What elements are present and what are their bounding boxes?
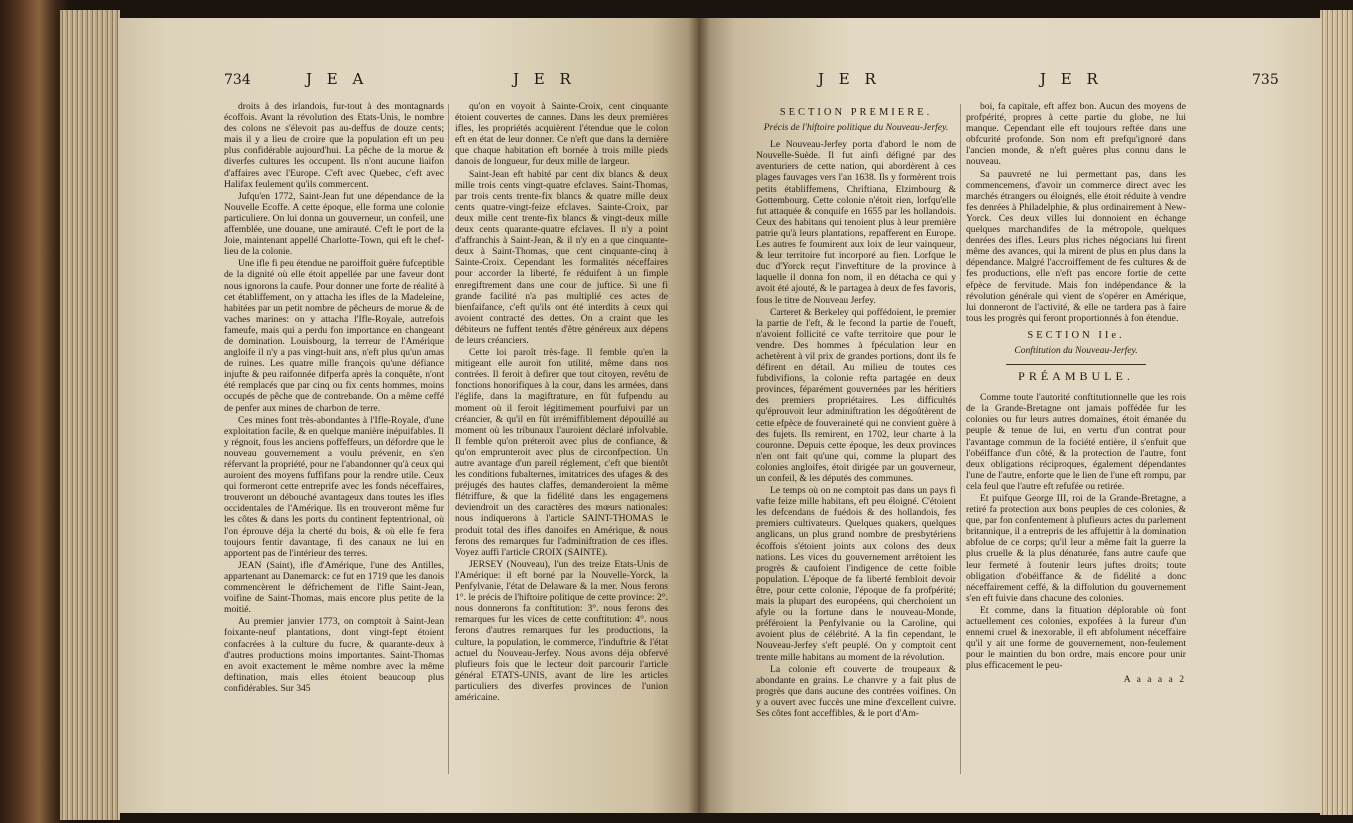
paragraph: droits à des irlandois, fur-tout à des montagnards écoffois. Avant la révolution des Etats-Unis, le nombre des colons ne s'élevoit pas au-deffus de douze cents; mais il y a lieu de croire que la population eft un peu plus confidérable aujourd'hui. La pêche de la morue & diverfes cultures les occupent. Ils n'ont aucune liaifon d'affaires avec l'Europe. C'eft avec Quebec, c'eft avec Halifax feulement qu'ils commercent. [224, 101, 444, 190]
section-subtitle: Précis de l'hiftoire politique du Nouveau-Jerfey. [763, 122, 949, 134]
paragraph: Le temps où on ne comptoit pas dans un pays fi vafte feize mille habitans, eft peu éloigné. C'étoient les defcendans de fuédois & des hollandois, fes premiers cultivateurs. Quelques quakers, quelques anglicans, un plus grand nombre de presbytériens écoffois s'étoient joints aux colons des deux nations. Les vices du gouvernement arrêtoient les progrès & caufoient l'indigence de cette foible population. L'époque de fa liberté fembloit devoir être, pour cette colonie, l'époque de fa profpérité; mais la plupart des européens, qui cherchoient un afyle ou la fortune dans le nouveau-Monde, préféroient la Penfylvanie ou la Caroline, qui avoient plus de célébrité. A la fin cependant, le Nouveau-Jerfey s'eft peuplé. On y comptoit cent trente mille habitans au moment de la révolution. [756, 485, 956, 663]
paragraph: Comme toute l'autorité conftitutionnelle que les rois de la Grande-Bretagne ont jamais poffédée fur les colonies ou fur leurs autres domaines, étoit émanée du peuple & tenue de lui, en vertu d'un contrat pour l'avantage commun de la fociété entière, il s'enfuit que l'obéiffance d'un côté, & la protection de l'autre, font deux obligations réciproques, également dépendantes l'une de l'autre, enforte que le lien de l'une eft rompu, par cela feul que l'autre eft refufée ou retirée. [966, 392, 1186, 492]
paragraph: JEAN (Saint), ifle d'Amérique, l'une des Antilles, appartenant au Danemarck: ce fut en 1719 que les danois commencèrent le défrichement de l'ifle Saint-Jean, voifine de Saint-Thomas, mais encore plus petite de la moitié. [224, 559, 444, 616]
running-head-right: J E R [1040, 70, 1103, 88]
paragraph: Carteret & Berkeley qui poffédoient, le premier la partie de l'eft, & le fecond la partie de l'oueft, n'avoient follicité ce vafte territoire que pour le vendre. Des hommes à fpéculation leur en achetèrent à vil prix de grandes portions, dont ils fe défirent en détail. Au milieu de toutes ces fubdivifions, la colonie refta partagée en deux provinces, féparément gouvernées par les héritiers des premiers propriétaires. Les difficultés qu'éprouvoit leur adminiftration les dégoûtèrent de cette efpèce de fouveraineté qui ne convient guère à des fujets. Ils remirent, en 1702, leur charte à la couronne. Depuis cette époque, les deux provinces n'en ont fait qu'une qui, comme la plupart des colonies angloifes, étoit dirigée par un gouverneur, un confeil, & les députés des communes. [756, 306, 956, 484]
left-page [118, 18, 698, 813]
section-subtitle: Conftitution du Nouveau-Jerfey. [1014, 344, 1138, 356]
page-edges-right [1320, 10, 1353, 815]
book-gutter [688, 18, 710, 813]
paragraph: qu'on en voyoit à Sainte-Croix, cent cinquante étoient couvertes de cannes. Dans les deux premières ifles, les propriétés acquièrent l'étendue que le colon eft en état de leur donner. Ce n'eft que dans la dernière que chaque habitation eft bornée à trois mille pieds danois de longueur, fur deux mille de largeur. [455, 101, 668, 168]
running-head-right: J E R [513, 70, 576, 88]
paragraph: Au premier janvier 1773, on comptoit à Saint-Jean foixante-neuf plantations, dont vingt-fept étoient confacrées à la culture du fucre, & quarante-deux à d'autres productions moins importantes. Saint-Thomas en avoit exactement le même nombre avec la même deftination, mais elles étoient beaucoup plus confidérables. Sur 345 [224, 616, 444, 694]
paragraph: Le Nouveau-Jerfey porta d'abord le nom de Nouvelle-Suède. Il fut ainfi défigné par des aventuriers de cette nation, qui abordèrent à ces plages fauvages vers l'an 1638. Ils y formèrent trois petits établiffemens, Chriftiana, Elzimbourg & Gottembourg. Cette colonie n'étoit rien, lorfqu'elle fut attaquée & conquife en 1655 par les hollandois. Ceux des habitans qui tenoient plus à leur première patrie qu'à leurs plantations, repafferent en Europe. Les autres fe foumirent aux loix de leur vainqueur, & leur territoire fut incorporé au fien. Lorfque le duc d'Yorck reçut l'inveftiture de la province à laquelle il donna fon nom, il en détacha ce qui y avoit été ajouté, & le partagea à deux de fes favoris, fous le titre de Nouveau Jerfey. [756, 139, 956, 306]
left-column-2 [455, 101, 668, 801]
paragraph: Cette loi paroît très-fage. Il femble qu'en la mitigeant elle auroit fon utilité, même dans nos contrées. Il feroit à defirer que tout citoyen, revêtu de fonctions honorifiques à la cour, dans les armées, dans l'églife, dans la magiftrature, en fût fufpendu au moment où il feroit légitimement pourfuivi par un créancier, & qu'il en fût irrémiffiblement dépouillé au moment où les tribunaux l'auroient déclaré infolvable. Il femble qu'on préteroit avec plus de confiance, & qu'on emprunteroit avec plus de circonfpection. Un autre avantage d'un pareil réglement, c'eft que bientôt les conditions fubalternes, imitatrices des ufages & des préjugés des hautes claffes, demanderoient la même flétriffure, & que la fidélité dans les engagemens deviendroit un des caractères des mœurs nationales: nous indiquerons à l'article SAINT-THOMAS le produit total des ifles danoifes en Amérique, & nous ferons des remarques fur l'adminiftration de ces ifles. Voyez auffi l'article CROIX (SAINTE). [455, 347, 668, 558]
section-title: SECTION IIe. [1027, 329, 1125, 341]
running-head-left: J E R [818, 70, 881, 88]
divider-rule [1006, 364, 1146, 365]
paragraph: Et comme, dans la fituation déplorable où font actuellement ces colonies, expofées à la fureur d'un ennemi cruel & inexorable, il eft abfolument néceffaire qu'il y ait une forme de gouvernement, non-feulement pour le maintien du bon ordre, mais encore pour unir plus efficacement le peu- [966, 604, 1186, 672]
paragraph: Et puifque George III, roi de la Grande-Bretagne, a retiré fa protection aux bons peuples de ces colonies, & que, par fon confentement à plufieurs actes du parlement britannique, il a entrepris de les affujettir à la domination abfolue de ce corps; qu'il leur a même fait la guerre la plus cruelle & la plus dénaturée, fans autre caufe que leur fermeté à foutenir leurs juftes droits; toute obligation d'obéiffance & de fidélité a donc néceffairement ceffé, & la diffolution du gouvernement s'en eft fuivie dans chacune des colonies. [966, 493, 1186, 604]
paragraph: La colonie eft couverte de troupeaux & abondante en grains. Le chanvre y a fait plus de progrès que dans aucune des contrées voifines. On y a ouvert avec fuccès une mine d'excellent cuivre. Ses côtes font acceffibles, & le port d'Am- [756, 663, 956, 719]
right-page [698, 18, 1322, 813]
paragraph: JERSEY (Nouveau), l'un des treize Etats-Unis de l'Amérique: il eft borné par la Nouvelle-Yorck, la Penfylvanie, l'état de Delaware & la mer. Nous ferons 1°. le précis de l'hiftoire politique de cette province: 2°. nous donnerons fa conftitution: 3°. nous ferons des remarques fur les vices de cette conftitution: 4°. nous ferons d'autres remarques fur les productions, la culture, la population, le commerce, l'induftrie & l'état actuel du Nouveau-Jerfey. Nous avons déja obfervé plufieurs fois que le lecteur doit parcourir l'article général ETATS-UNIS, avant de lire les articles particuliers des diverfes provinces de l'union américaine. [455, 558, 668, 703]
page-edges-left [60, 10, 120, 820]
section-title: SECTION PREMIERE. [779, 107, 933, 118]
page-number: 735 [1252, 72, 1279, 88]
paragraph: Sa pauvreté ne lui permettant pas, dans les commencemens, d'avoir un commerce direct avec les marchés étrangers ou éloignés, elle étoit réduite à vendre fes denrées à Philadelphie, & plus ordinairement à New-Yorck. Ces deux villes lui donnoient en échange quelques marchandifes de la métropole, quelques denrées des ifles. Leurs plus riches négocians lui firent même des avances, qui la mirent de plus en plus dans la dépendance. Malgré l'accroiffement de fes cultures & de fes productions, elle n'eft pas encore fortie de cette efpèce de fervitude. Mais fon indépendance & la révolution générale qui vient de s'opérer en Amérique, lui donneront de l'activité, & elle ne tardera pas à faire tous les progrès qui feront proportionnés à fon étendue. [966, 168, 1186, 324]
paragraph: Ces mines font très-abondantes à l'Ifle-Royale, d'une exploitation facile, & en quelque manière inépuifables. Il y régnoit, fous les anciens poffeffeurs, un défordre que le nouveau gouvernement a voulu prévenir, en s'en réfervant la propriété, pour ne l'abandonner qu'à ceux qui auroient des moyens fuffifans pour la rendre utile. Ceux qui formeront cette entreprife avec les fonds néceffaires, trouveront un débouché avantageux dans toutes les ifles occidentales de l'Amérique. Ils en trouveront même fur les côtes & dans les ports du continent feptentrional, où l'on éprouve déja la cherté du bois, & où elle fe fera toujours fentir davantage, fi des canaux ne lui en apportent pas de l'intérieur des terres. [224, 414, 444, 559]
signature-mark: A a a a a 2 [1123, 673, 1186, 685]
paragraph: Une ifle fi peu étendue ne paroiffoit guère fufceptible de la dignité où elle étoit appellée par une faveur dont nous ignorons la caufe. Pour donner une forte de réalité à cet établiffement, on y attacha les ifles de la Madeleine, habitées par un petit nombre de pêcheurs de morue & de vaches marines: on y attacha l'Ifle-Royale, autrefois fameufe, mais qui a perdu fon importance en changeant de domination. Louisbourg, la terreur de l'Amérique angloife il n'y a pas vingt-huit ans, n'eft plus qu'un amas de ruines. Les quatre mille françois qu'une défiance injufte & peu raifonnée difperfa après la conquête, n'ont été remplacés que par cinq ou fix cents hommes, moins occupés de pêche que de contrebande. On a même ceffé de penfer aux mines de charbon de terre. [224, 258, 444, 414]
column-rule [448, 104, 449, 774]
paragraph: Saint-Jean eft habité par cent dix blancs & deux mille trois cents vingt-quatre efclaves. Saint-Thomas, par trois cents trente-fix blancs & quatre mille deux cents quatre-vingt-feize efclaves. Sainte-Croix, par deux mille cent trente-fix blancs & vingt-deux mille deux cents quarante-quatre efclaves. Il n'y a point d'affranchis à Saint-Jean, & il n'y en a que cinquante-deux à Saint-Thomas, que cent cinquante-cinq à Sainte-Croix. Cependant les formalités néceffaires pour accorder la liberté, fe réduifent à un fimple enregiftrement dans une cour de juftice. Si une fi grande facilité n'a pas multiplié ces actes de bienfaifance, c'eft qu'ils ont été interdits à ceux qui avoient contracté des dettes. On a craint que les débiteurs ne fuffent tentés d'être généreux aux dépens de leurs créanciers. [455, 168, 668, 346]
preamble-title: PRÉAMBULE. [1018, 369, 1134, 384]
left-column-1 [224, 101, 444, 801]
right-column-1 [756, 101, 956, 801]
running-head-left: J E A [306, 70, 369, 88]
column-rule [960, 104, 961, 774]
paragraph: boi, fa capitale, eft affez bon. Aucun des moyens de profpérité, propres à cette partie du globe, ne lui manque. Cependant elle eft toujours reftée dans une obfcurité profonde. Son nom eft prefqu'ignoré dans l'ancien monde, & n'eft guères plus connu dans le nouveau. [966, 101, 1186, 168]
right-column-2 [966, 101, 1186, 811]
paragraph: Jufqu'en 1772, Saint-Jean fut une dépendance de la Nouvelle Ecoffe. A cette époque, elle forma une colonie particuliere. On lui donna un gouverneur, un confeil, une affemblée, une douane, une amirauté. C'eft le port de la Joie, maintenant appellé Charlotte-Town, qui eft le chef-lieu de la colonie. [224, 190, 444, 258]
page-number: 734 [224, 72, 251, 88]
